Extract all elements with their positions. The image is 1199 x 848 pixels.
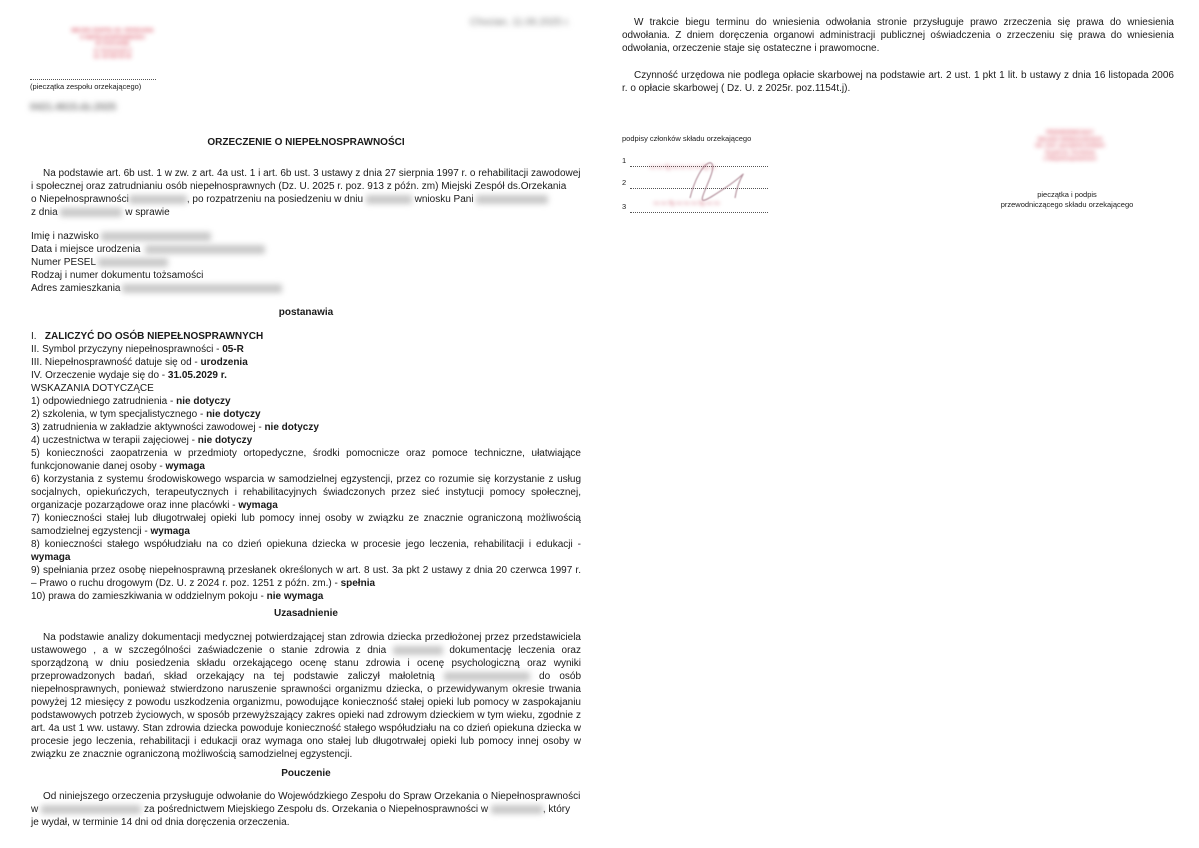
intro-line-3: o Niepełnosprawności , po rozpatrzeniu na posiedzeniu w dniu wniosku Pani [31, 193, 579, 206]
handwritten-signature-1: ∼∼∿∼∼∼∼∿∼ [648, 162, 716, 172]
stamp-dotted-line [30, 79, 156, 80]
indication-5: 5) konieczności zaopatrzenia w przedmioty ortopedyczne, środki pomocnicze oraz pomoce techniczne, ułatwiające funkcjonowanie danej osoby - wymaga [31, 448, 581, 472]
personal-data [31, 230, 282, 295]
instruction-line-2: w za pośrednictwem Miejskiego Zespołu ds. Orzekania o Niepełnosprawności w , który [31, 804, 571, 815]
pesel-row: Numer PESEL [31, 256, 282, 269]
indication-1: 1) odpowiedniego zatrudnienia - nie dotyczy [31, 396, 231, 407]
chair-caption [972, 190, 1162, 210]
document-title: ORZECZENIE O NIEPEŁNOSPRAWNOŚCI [207, 137, 405, 148]
decision-item-1: I. ZALICZYĆ DO OSÓB NIEPEŁNOSPRAWNYCH [31, 331, 264, 342]
instruction-line-1: Od niniejszego orzeczenia przysługuje odwołanie do Wojewódzkiego Zespołu do Spraw Orzekania o Niepełnosprawności [43, 791, 581, 802]
indications-heading: WSKAZANIA DOTYCZĄCE [31, 383, 154, 394]
indication-8: 8) konieczności stałego współudziału na co dzień opiekuna dziecka w procesie jego leczenia, rehabilitacji i edukacji - wymaga [31, 539, 581, 563]
stamp-duty-paragraph: Czynność urzędowa nie podlega opłacie skarbowej na podstawie art. 2 ust. 1 pkt 1 lit. b ustawy z dnia 16 listopada 2006 r. o opłacie skarbowej ( Dz. U. z 2025r. poz.1154t.j). [622, 70, 1174, 94]
intro-line-1: Na podstawie art. 6b ust. 1 w zw. z art. 4a ust. 1 i art. 6b ust. 3 ustawy z dnia 27 sierpnia 1997 r. o rehabilitacji zawodowej [43, 168, 581, 179]
stamp-caption: (pieczątka zespołu orzekającego) [30, 82, 142, 91]
indication-10: 10) prawa do zamieszkiwania w oddzielnym pokoju - nie wymaga [31, 591, 324, 602]
indication-7: 7) konieczności stałej lub długotrwałej opieki lub pomocy innej osoby w związku ze znacznie ograniczoną możliwością samodzielnej egzystencji - wymaga [31, 513, 581, 537]
waiver-paragraph: W trakcie biegu terminu do wniesienia odwołania stronie przysługuje prawo zrzeczenia się prawa do wniesienia odwołania. Z dniem doręczenia organowi administracji publicznej oświadczenia o zrzeczeniu się prawa do wniesienia odwołania, orzeczenie staje się ostateczne i prawomocne. [622, 17, 1174, 54]
decision-item-2: II. Symbol przyczyny niepełnosprawności - 05-R [31, 344, 244, 355]
handwritten-signature-2 [680, 148, 750, 218]
decision-items [31, 330, 581, 603]
justification-text: Na podstawie analizy dokumentacji medycznej potwierdzającej stan zdrowia dziecka przedłożonej przez przedstawiciela ustawowego , a w szczególności zaświadczenie o stanie zdrowia z dnia dokumentację leczenia oraz sporządzoną w dniu posiedzenia składu orzekającego ocenę stanu zdrowia i ocenę psychologiczną oraz wyniki przeprowadzonych badań, skład orzekający na tej podstawie zaliczył małoletnią do osób niepełnosprawnych, ponieważ stwierdzono naruszenie sprawności organizmu dziecka, o przewidywanym okresie trwania powyżej 12 miesięcy z powodu uszkodzenia organizmu, powodujące konieczność stałej opieki lub pomocy w zaspokajaniu podstawowych potrzeb życiowych, w sposób przewyższający zakres opieki nad zdrowym dzieckiem w tym wieku, zgodnie z art. 4a ust 1 ww. ustawy. Stan zdrowia dziecka powoduje konieczność stałego współudziału na co dzień opiekuna dziecka w procesie jego leczenia, rehabilitacji i edukacji oraz wymaga ono stałej lub długotrwałej opieki lub pomocy innej osoby w związku ze znacznie ograniczoną możliwością samodzielnej egzystencji. [31, 632, 582, 760]
decision-item-4: IV. Orzeczenie wydaje się do - 31.05.2029 r. [31, 370, 227, 381]
intro-line-4: z dnia w sprawie [31, 207, 170, 218]
instruction-heading: Pouczenie [281, 768, 331, 779]
intro-paragraph [31, 167, 579, 219]
justification-heading: Uzasadnienie [274, 608, 338, 619]
birth-row: Data i miejsce urodzenia [31, 243, 282, 256]
team-stamp: MIEJSKI ZESPÓŁ DS. ORZEKANIA O NIEPEŁNOSPRAWNOŚCI W CHOCIANIE ul. Kościuszki 4 tel. 00 000 00 00 [71, 28, 154, 60]
chair-caption-line-2: przewodniczącego składu orzekającego [1000, 200, 1134, 209]
right-page [600, 0, 1199, 848]
address-row: Adres zamieszkania [31, 282, 282, 295]
chair-stamp: PRZEWODNICZĄCY SKŁADU ORZEKAJĄCEGO lek. med. specjalista pediatrii Zespół ds. Orzekania o Niepełnosprawności [1035, 130, 1105, 162]
instruction-text [31, 790, 581, 829]
indication-2: 2) szkolenia, w tym specjalistycznego - nie dotyczy [31, 409, 261, 420]
intro-line-2: i społecznej oraz zatrudnianiu osób niepełnosprawnych (Dz. U. 2025 r. poz. 913 z późn. zm) Miejski Zespół ds.Orzekania [31, 181, 567, 192]
indication-4: 4) uczestnictwa w terapii zajęciowej - nie dotyczy [31, 435, 253, 446]
place-date: Chocian, 11.06.2025 r. [470, 17, 570, 28]
signature-number-2: 2 [622, 178, 627, 187]
name-row: Imię i nazwisko [31, 230, 282, 243]
signatures-label: podpisy członków składu orzekającego [622, 134, 752, 143]
indication-6: 6) korzystania z systemu środowiskowego wsparcia w samodzielnej egzystencji, przez co rozumie się korzystanie z usług socjalnych, opiekuńczych, terapeutycznych i rehabilitacyjnych świadczonych przez sieć instytucji pomocy społecznej, organizacje pozarządowe oraz inne placówki - wymaga [31, 474, 581, 511]
handwritten-signature-3: ∼∼∿∼∼∼∿∼∼ [652, 198, 720, 208]
id-document-row: Rodzaj i numer dokumentu tożsamości [31, 270, 204, 281]
indication-3: 3) zatrudnienia w zakładzie aktywności zawodowej - nie dotyczy [31, 422, 319, 433]
chair-caption-line-1: pieczątka i podpis [1037, 190, 1097, 199]
signature-number-3: 3 [622, 202, 627, 211]
instruction-line-3: je wydał, w terminie 14 dni od dnia doręczenia orzeczenia. [31, 817, 290, 828]
decision-heading: postanawia [278, 307, 334, 318]
decision-item-3: III. Niepełnosprawność datuje się od - urodzenia [31, 357, 248, 368]
indication-9: 9) spełniania przez osobę niepełnosprawną przesłanek określonych w art. 8 ust. 3a pkt 2 ustawy z dnia 20 czerwca 1997 r. – Prawo o ruchu drogowym (Dz. U. z 2024 r. poz. 1251 z późn. zm.) - spełnia [31, 565, 581, 589]
signature-number-1: 1 [622, 156, 627, 165]
case-number: 0421.4615.dz.2025 [30, 102, 117, 113]
